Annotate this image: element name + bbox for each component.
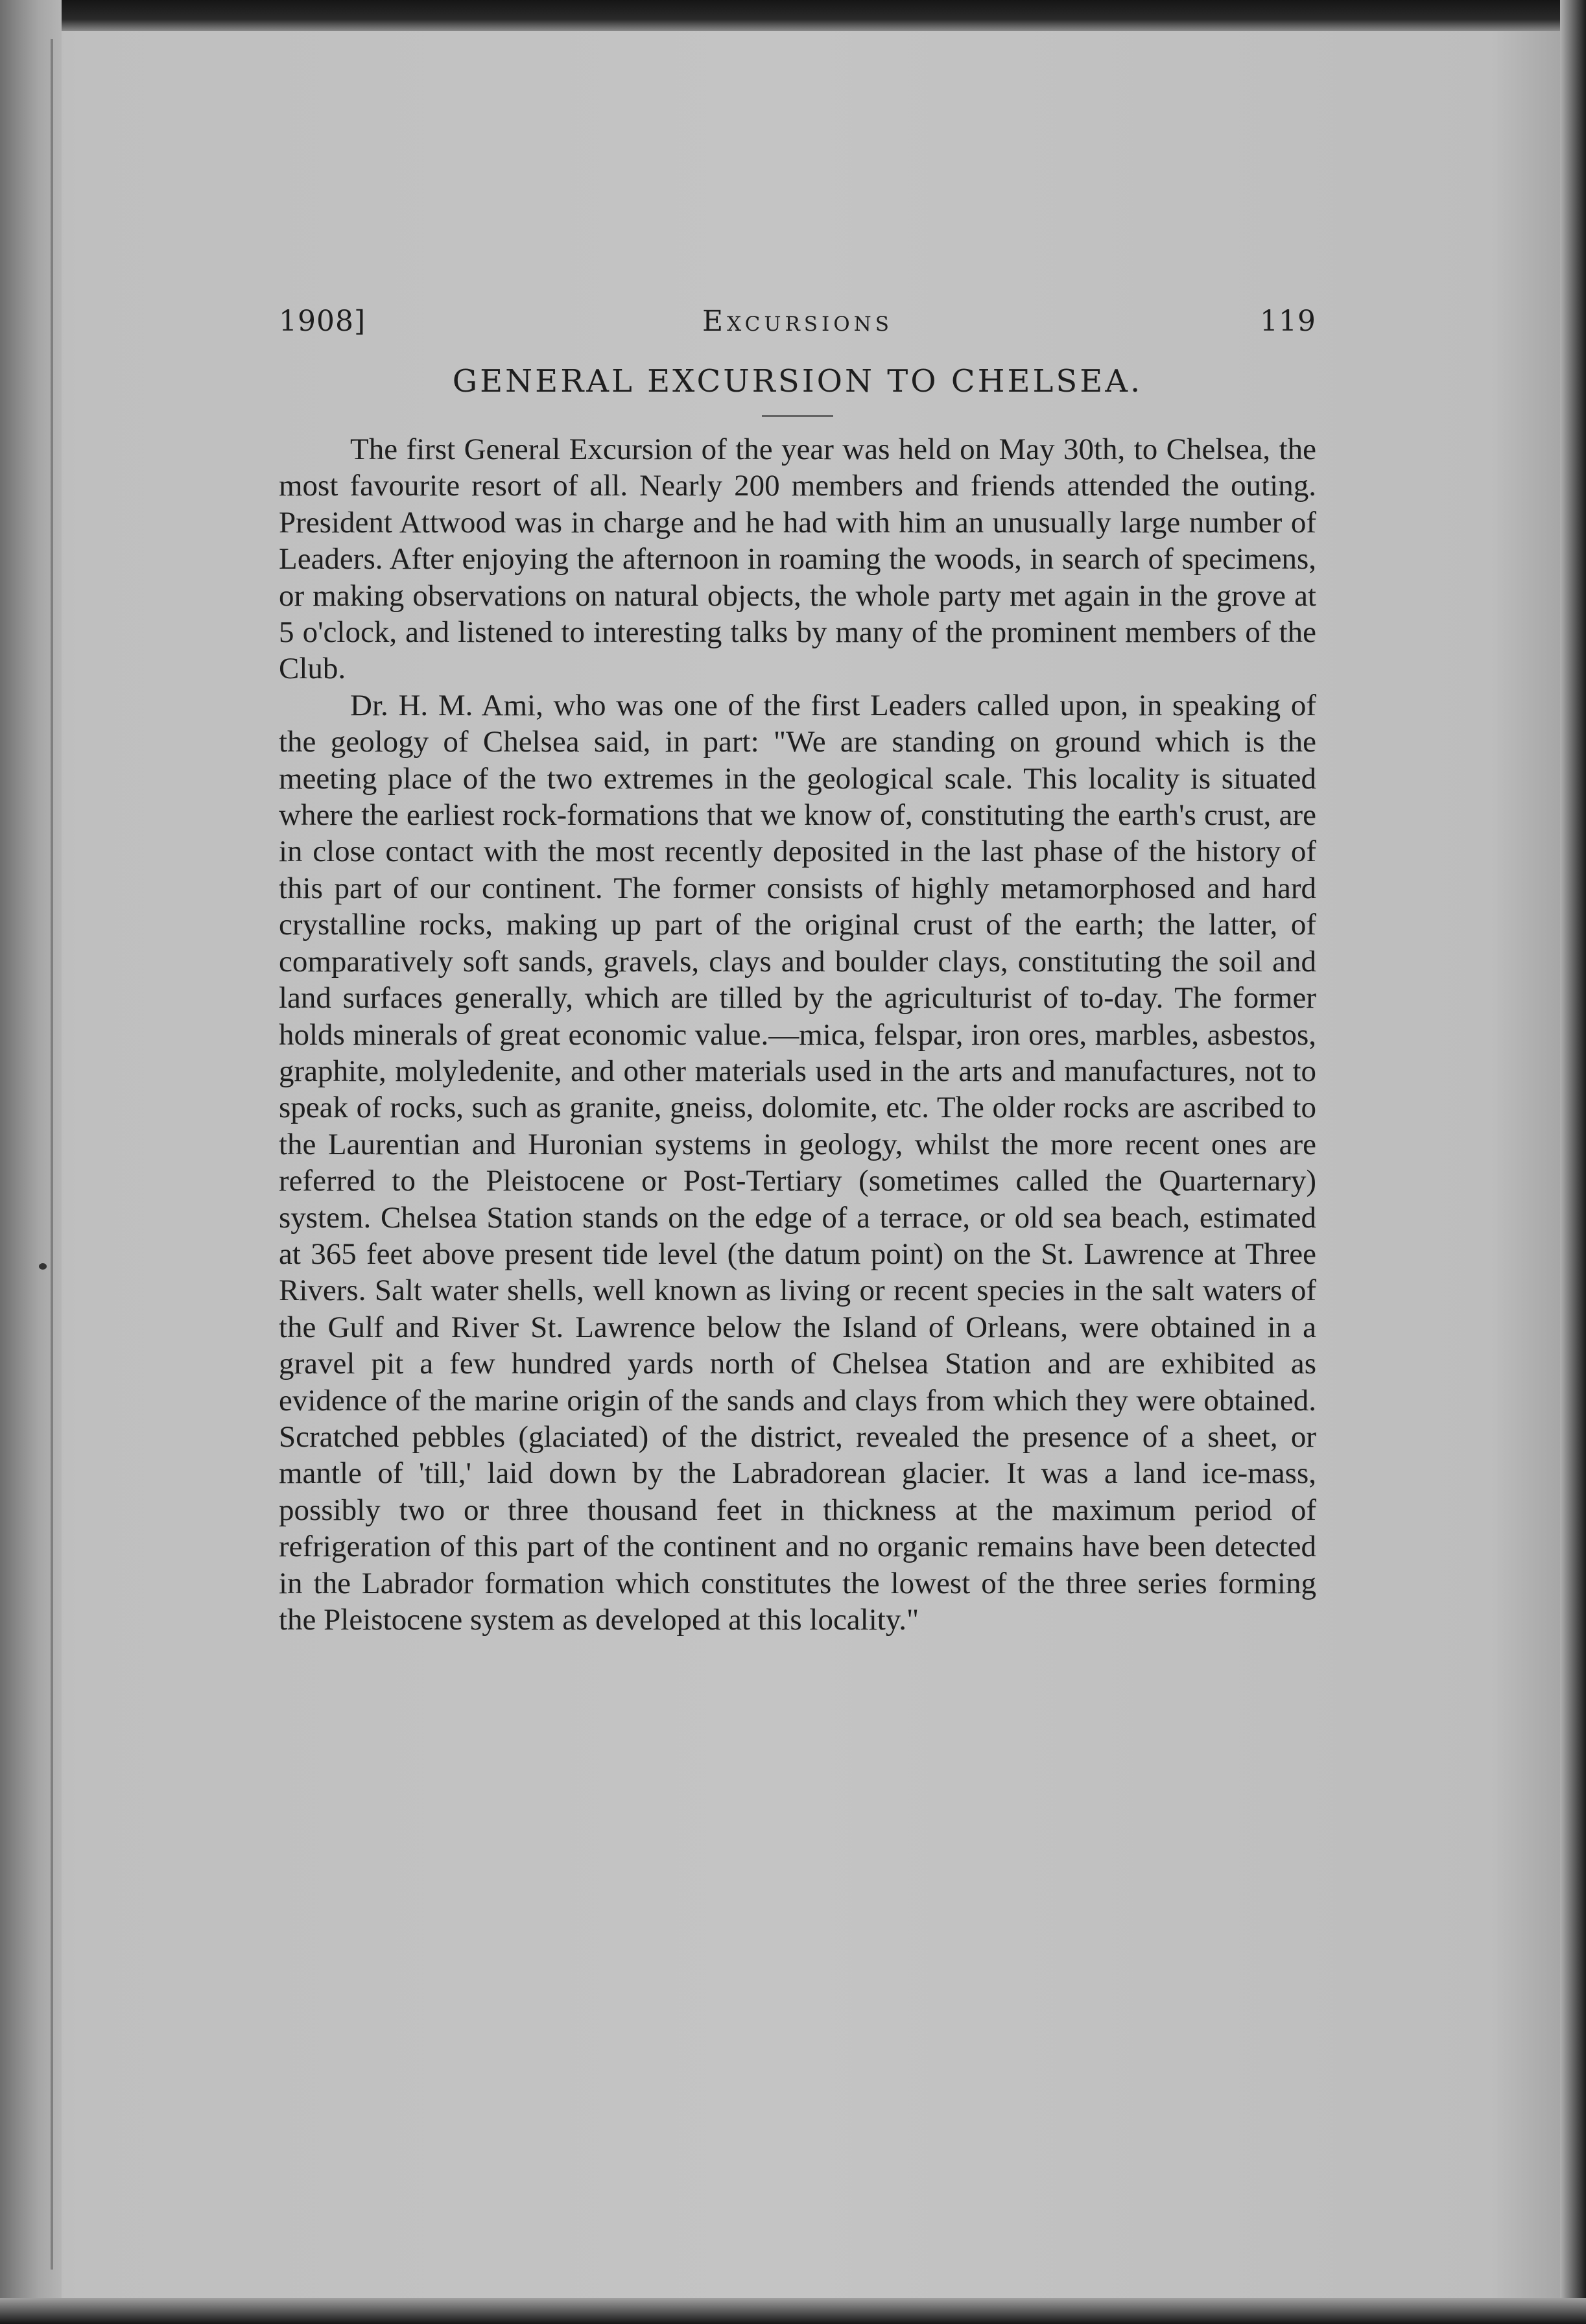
article-title: GENERAL EXCURSION TO CHELSEA. bbox=[452, 363, 1143, 399]
body-paragraph-2: Dr. H. M. Ami, who was one of the first Leaders called upon, in speaking of the geology of Chelsea said, in part: "We are standing on ground which is the meeting place of the two extremes in the geological scale. This locality is situated where the earliest rock-formations that we know of, constituting the earth's crust, are in close contact with the most recently deposited in the last phase of the history of this part of our continent. The former consists of highly metamorphosed and hard crystalline rocks, making up part of the original crust of the earth; the latter, of comparatively soft sands, gravels, clays and boulder clays, constituting the soil and land surfaces generally, which are tilled by the agriculturist of to-day. The former holds minerals of great economic value.—mica, felspar, iron ores, marbles, asbestos, graphite, molyledenite, and other materials used in the arts and manufactures, not to speak of rocks, such as granite, gneiss, dolomite, etc. The older rocks are ascribed to the Laurentian and Huronian systems in geology, whilst the more recent ones are referred to the Pleistocene or Post-Tertiary (sometimes called the Quarternary) system. Chelsea Station stands on the edge of a terrace, or old sea beach, estimated at 365 feet above present tide level (the datum point) on the St. Lawrence at Three Rivers. Salt water shells, well known as living or recent species in the salt waters of the Gulf and River St. Lawrence below the Island of Orleans, were obtained in a gravel pit a few hundred yards north of Chelsea Station and are exhibited as evidence of the marine origin of the sands and clays from which they were obtained. Scratched pebbles (glaciated) of the district, revealed the presence of a sheet, or mantle of 'till,' laid down by the Labradorean glacier. It was a land ice-mass, possibly two or three thousand feet in thickness at the maximum period of refrigeration of this part of the continent and no organic remains have been detected in the Labrador formation which constitutes the lowest of the three series forming the Pleistocene system as developed at this locality." bbox=[279, 688, 1316, 1637]
spine-crease bbox=[51, 39, 53, 2270]
margin-speck bbox=[39, 1263, 47, 1270]
body-paragraph-1: The first General Excursion of the year was held on May 30th, to Chelsea, the most favourite resort of all. Nearly 200 members and friends attended the outing. President Attwood was in charge and he had with him an unusually large number of Leaders. After enjoying the afternoon in roaming the woods, in search of specimens, or making observations on natural objects, the whole party met again in the grove at 5 o'clock, and listened to interesting talks by many of the prominent members of the Club. bbox=[279, 433, 1316, 686]
scan-right-edge bbox=[1560, 0, 1586, 2324]
title-rule bbox=[762, 415, 833, 417]
page-number: 119 bbox=[1260, 305, 1316, 338]
header-section-title: Excursions bbox=[702, 305, 894, 338]
scan-bottom-edge bbox=[0, 2298, 1586, 2324]
running-header bbox=[279, 305, 1316, 350]
page-content bbox=[279, 305, 1316, 1638]
header-year: 1908] bbox=[279, 305, 366, 338]
scan-top-edge bbox=[0, 0, 1586, 31]
